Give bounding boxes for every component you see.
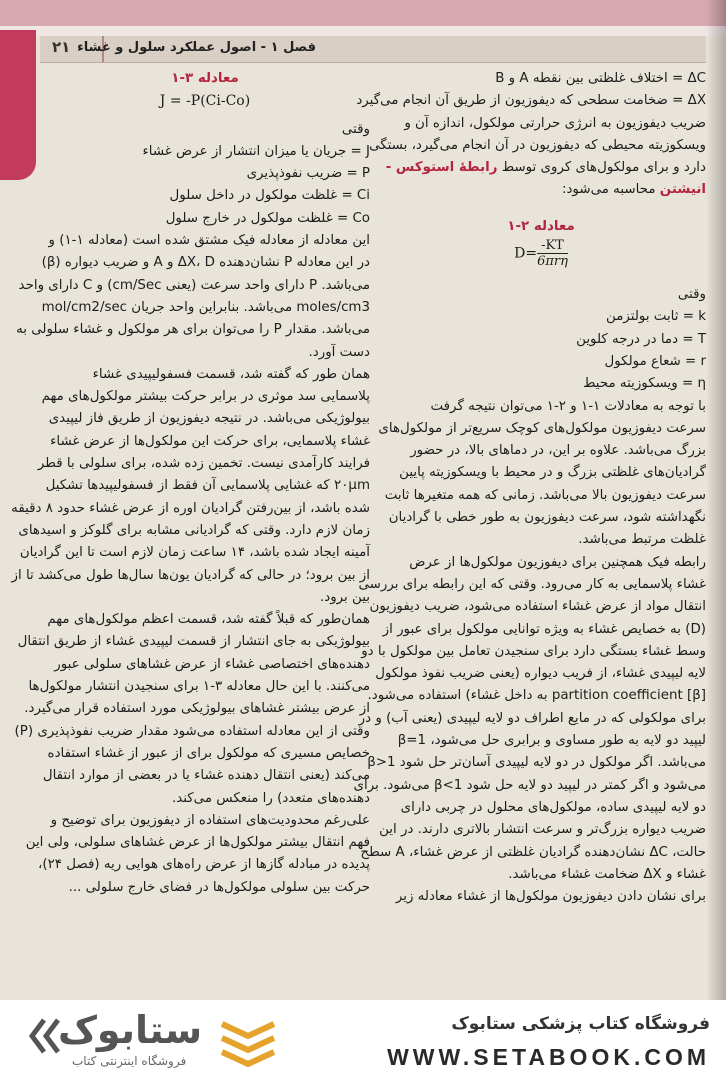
text-line: سرعت دیفوزیون مولکول‌های کوچک سریع‌تر از مولکول‌های	[378, 420, 706, 436]
text-line: فهم انتقال بیشتر مولکول‌ها از عرض غشاهای سلولی، ولی این	[25, 835, 370, 851]
spacer	[376, 202, 706, 216]
equation	[376, 238, 706, 276]
text-line: زمان لازم دارد. وقتی که گرادیانی مشابه برای گلوکز و اسیدهای	[18, 522, 370, 538]
text-line: از بین برود؛ در حالی که گرادیان یون‌ها سال‌ها طول می‌کشد تا از	[11, 567, 370, 583]
equation-title: معادله ۲-۱	[507, 218, 575, 234]
store-logo	[28, 1008, 288, 1074]
text-line: بیولوژیکی به جای انتشار از قسمت لیپیدی غشاء از طریق انتقال	[17, 634, 370, 650]
text-line: می‌باشد. اگر مولکول در دو لایه لیپیدی آسان‌تر حل شود β>1	[367, 755, 706, 771]
store-banner	[0, 1000, 726, 1080]
double-chevron-left-icon	[28, 1016, 62, 1056]
page-top-highlight	[0, 26, 726, 36]
text-line: پلاسمایی سد موثری در برابر حرکت بیشتر مولکول‌های مهم	[41, 389, 370, 405]
definition: Ci = غلظت مولکول در داخل سلول	[169, 188, 370, 204]
text-line: فرایند کارآمدی نیست. تخمین زده شده، برای سلولی با قطر	[37, 456, 370, 472]
fraction-numerator: -KT	[537, 238, 568, 254]
text-line: وسط غشاء بستگی دارد برای سنجیدن تعامل بین مولکول با دو	[361, 643, 706, 659]
text-line: بزرگ می‌باشد. علاوه بر این، در دماهای بالا، در حضور	[410, 443, 706, 459]
text-line: می‌کند (یعنی انتقال دهنده غشاء یا در بعضی از موارد انتقال	[42, 768, 370, 784]
text-line: دهنده‌های متعدد) را منعکس می‌کند.	[171, 790, 370, 806]
equation: J = -P(Ci-Co)	[159, 93, 251, 110]
text-line: بیولوژیکی می‌باشد. در نتیجه دیفوزیون از طریق فاز لیپیدی	[48, 411, 370, 427]
definition: k = ثابت بولتزمن	[606, 309, 706, 325]
equation-lhs: D=	[514, 245, 538, 262]
text-line: شده باشد، از بین‌رفتن گرادیان اوره از عرض غشاء حدود ۸ دقیقه	[11, 500, 370, 516]
text-fragment: دارد و برای مولکول‌های کروی توسط	[501, 160, 706, 176]
text-line: می‌باشد. P دارای واحد سرعت (یعنی cm/Sec) و C دارای واحد	[18, 277, 370, 293]
where-label: وقتی	[677, 287, 706, 303]
text-line: دو لایه لیپیدی ساده، مولکول‌های محلول در چربی دارای	[400, 799, 706, 815]
highlight-term: انیشتن	[659, 182, 706, 198]
logo-tagline: فروشگاه اینترنتی کتاب	[72, 1054, 187, 1068]
text-line: ۲۰μm که غشایی پلاسمایی آن فقط از فسفولیپیدها تشکیل	[45, 478, 370, 494]
fraction-denominator: 6πrη	[537, 254, 568, 270]
equation-fraction	[537, 238, 568, 269]
definition: P = ضریب نفوذپذیری	[246, 166, 370, 182]
text-line: همان‌طور که قبلاً گفته شد، قسمت اعظم مولکول‌های مهم	[47, 612, 370, 628]
page-gutter-shadow	[706, 0, 726, 1000]
text-line: غشاء پلاسمایی به کار می‌رود. وقتی که این رابطه برای بررسی	[358, 576, 706, 592]
text-line: حرکت بین سلولی مولکول‌ها در فضای خارج سلولی ...	[68, 879, 370, 895]
left-column	[11, 68, 370, 899]
text-line: با توجه به معادلات ۱-۱ و ۲-۱ می‌توان نتیجه گرفت	[430, 398, 706, 414]
text-line: moles/cm3 می‌باشد. بنابراین واحد جریان mol/cm2/sec	[41, 299, 370, 315]
text-line: ضریب دیواره بزرگ‌تر و سرعت انتشار بالاتری دارند. در این	[379, 822, 706, 838]
text-line	[376, 179, 706, 201]
text-line: انتقال مواد از عرض غشاء استفاده می‌شود، ضریب دیفوزیون	[369, 599, 706, 615]
text-line	[376, 157, 706, 179]
text-line: غشاء پلاسمایی، برای حرکت این مولکول‌ها از عرض غشاء	[50, 433, 370, 449]
chevron-stack-icon	[218, 1018, 278, 1068]
text-line: این معادله از معادله فیک مشتق شده است (معادله ۱-۱) و	[48, 233, 370, 249]
text-line: [β] partition coefficient به داخل غشاء) استفاده می‌شود.	[367, 688, 706, 704]
text-line: خصایص مسیری که مولکول برای از عبور از غشاء استفاده	[47, 745, 370, 761]
equation-title: معادله ۳-۱	[171, 71, 239, 86]
text-line: (D) به خصایص غشاء به ویژه توانایی مولکول برای عبور از	[382, 621, 706, 637]
text-line: می‌کنند. با این حال معادله ۳-۱ برای سنجیدن انتشار مولکول‌ها	[28, 679, 370, 695]
text-line: بین برود.	[319, 589, 370, 605]
text-line: نگهداشته شود، سرعت دیفوزیون به طور خطی با گرادیان	[388, 510, 706, 526]
text-fragment: محاسبه می‌شود:	[561, 182, 656, 198]
where-label: وقتی	[341, 121, 370, 137]
text-line: لایه لیپیدی غشاء، از فریب دیواره (یعنی ضریب نفوذ مولکول	[375, 666, 706, 682]
text-line: ویسکوزیته محیطی که دیفوزیون در آن انجام می‌گیرد، بستگی	[369, 137, 706, 153]
text-line: ΔX = ضخامت سطحی که دیفوزیون از طریق آن انجام می‌گیرد	[356, 93, 706, 109]
spacer	[376, 276, 706, 284]
text-line: رابطه فیک همچنین برای دیفوزیون مولکول‌ها از عرض	[409, 554, 706, 570]
chapter-title: فصل ۱ - اصول عملکرد سلول و غشاء	[77, 40, 316, 55]
text-line: لیپید دو لایه به طور مساوی و برابری حل می‌شود، β=1	[397, 733, 706, 749]
text-line: دست آورد.	[308, 344, 370, 360]
store-name: فروشگاه کتاب پزشکی ستابوک	[451, 1014, 710, 1034]
text-line: می‌باشد. مقدار P را می‌توان برای هر مولکول و غشاء سلولی به	[16, 322, 370, 338]
text-line: از عرض بیشتر غشاهای بیولوژیکی مورد استفاده قرار می‌گیرد.	[24, 701, 370, 717]
text-line: سرعت دیفوزیون بالا می‌باشد. زمانی که همه متغیرها ثابت	[384, 487, 706, 503]
text-line: ΔC = اختلاف غلظتی بین نقطه A و B	[495, 71, 706, 86]
definition: J = جریان یا میزان انتشار از عرض غشاء	[142, 143, 370, 159]
highlight-term: رابطهٔ استوکس -	[385, 160, 498, 176]
logo-wordmark: ستابوک	[58, 1008, 203, 1052]
page-number: ۲۱	[52, 38, 71, 56]
text-line: گرادیان‌های غلظتی بزرگ و در محیط با ویسکوزیته پایین	[399, 465, 706, 481]
text-line: غلظت مرتبط می‌باشد.	[578, 532, 706, 548]
text-line: همان طور که گفته شد، قسمت فسفولیپیدی غشاء	[92, 366, 370, 382]
definition: Co = غلظت مولکول در خارج سلول	[165, 210, 370, 226]
right-column	[353, 68, 706, 908]
text-line: آمینه ایجاد شده باشد، ۱۴ ساعت زمان لازم است تا این گرادیان	[19, 545, 370, 561]
text-line: برای مولکولی که در مایع اطراف دو لایه لیپیدی (یعنی آب) و در	[358, 710, 706, 726]
text-line: وقتی از این معادله استفاده می‌شود مقدار ضریب نفوذپذیری (P)	[14, 723, 370, 739]
definition: r = شعاع مولکول	[604, 353, 706, 369]
store-url-link[interactable]: WWW.SETABOOK.COM	[387, 1044, 710, 1070]
text-line: علی‌رغم محدودیت‌های استفاده از دیفوزیون برای توضیح و	[50, 812, 370, 828]
text-line: حالت، ΔC نشان‌دهنده گرادیان غلظتی از عرض غشاء، A سطح	[360, 844, 706, 860]
text-line: پدیده در مبادله گازها از عرض راه‌های هوایی ریه (فصل ۲۴)،	[38, 857, 370, 873]
text-line: غشاء و ΔX ضخامت غشاء می‌باشد.	[508, 866, 706, 882]
text-line: ضریب دیفوزیون به انرژی حرارتی مولکول، اندازه آن و	[404, 115, 706, 131]
definition: T = دما در درجه کلوین	[576, 331, 706, 347]
definition: η = ویسکوزیته محیط	[583, 376, 706, 392]
text-line: می‌شود و اگر کمتر در لیپید دو لایه حل شود β<1 می‌شود. برای	[353, 777, 706, 793]
text-line: برای نشان دادن دیفوزیون مولکول‌ها از غشاء معادله زیر	[395, 889, 706, 905]
text-line: دهنده‌های اختصاصی غشاء از عرض غشاهای سلولی عبور	[54, 656, 370, 672]
chapter-tab	[0, 30, 36, 180]
text-line: در این معادله P نشان‌دهنده ΔX، D و A و ضریب دیواره (β)	[41, 255, 370, 271]
running-header	[40, 36, 706, 63]
